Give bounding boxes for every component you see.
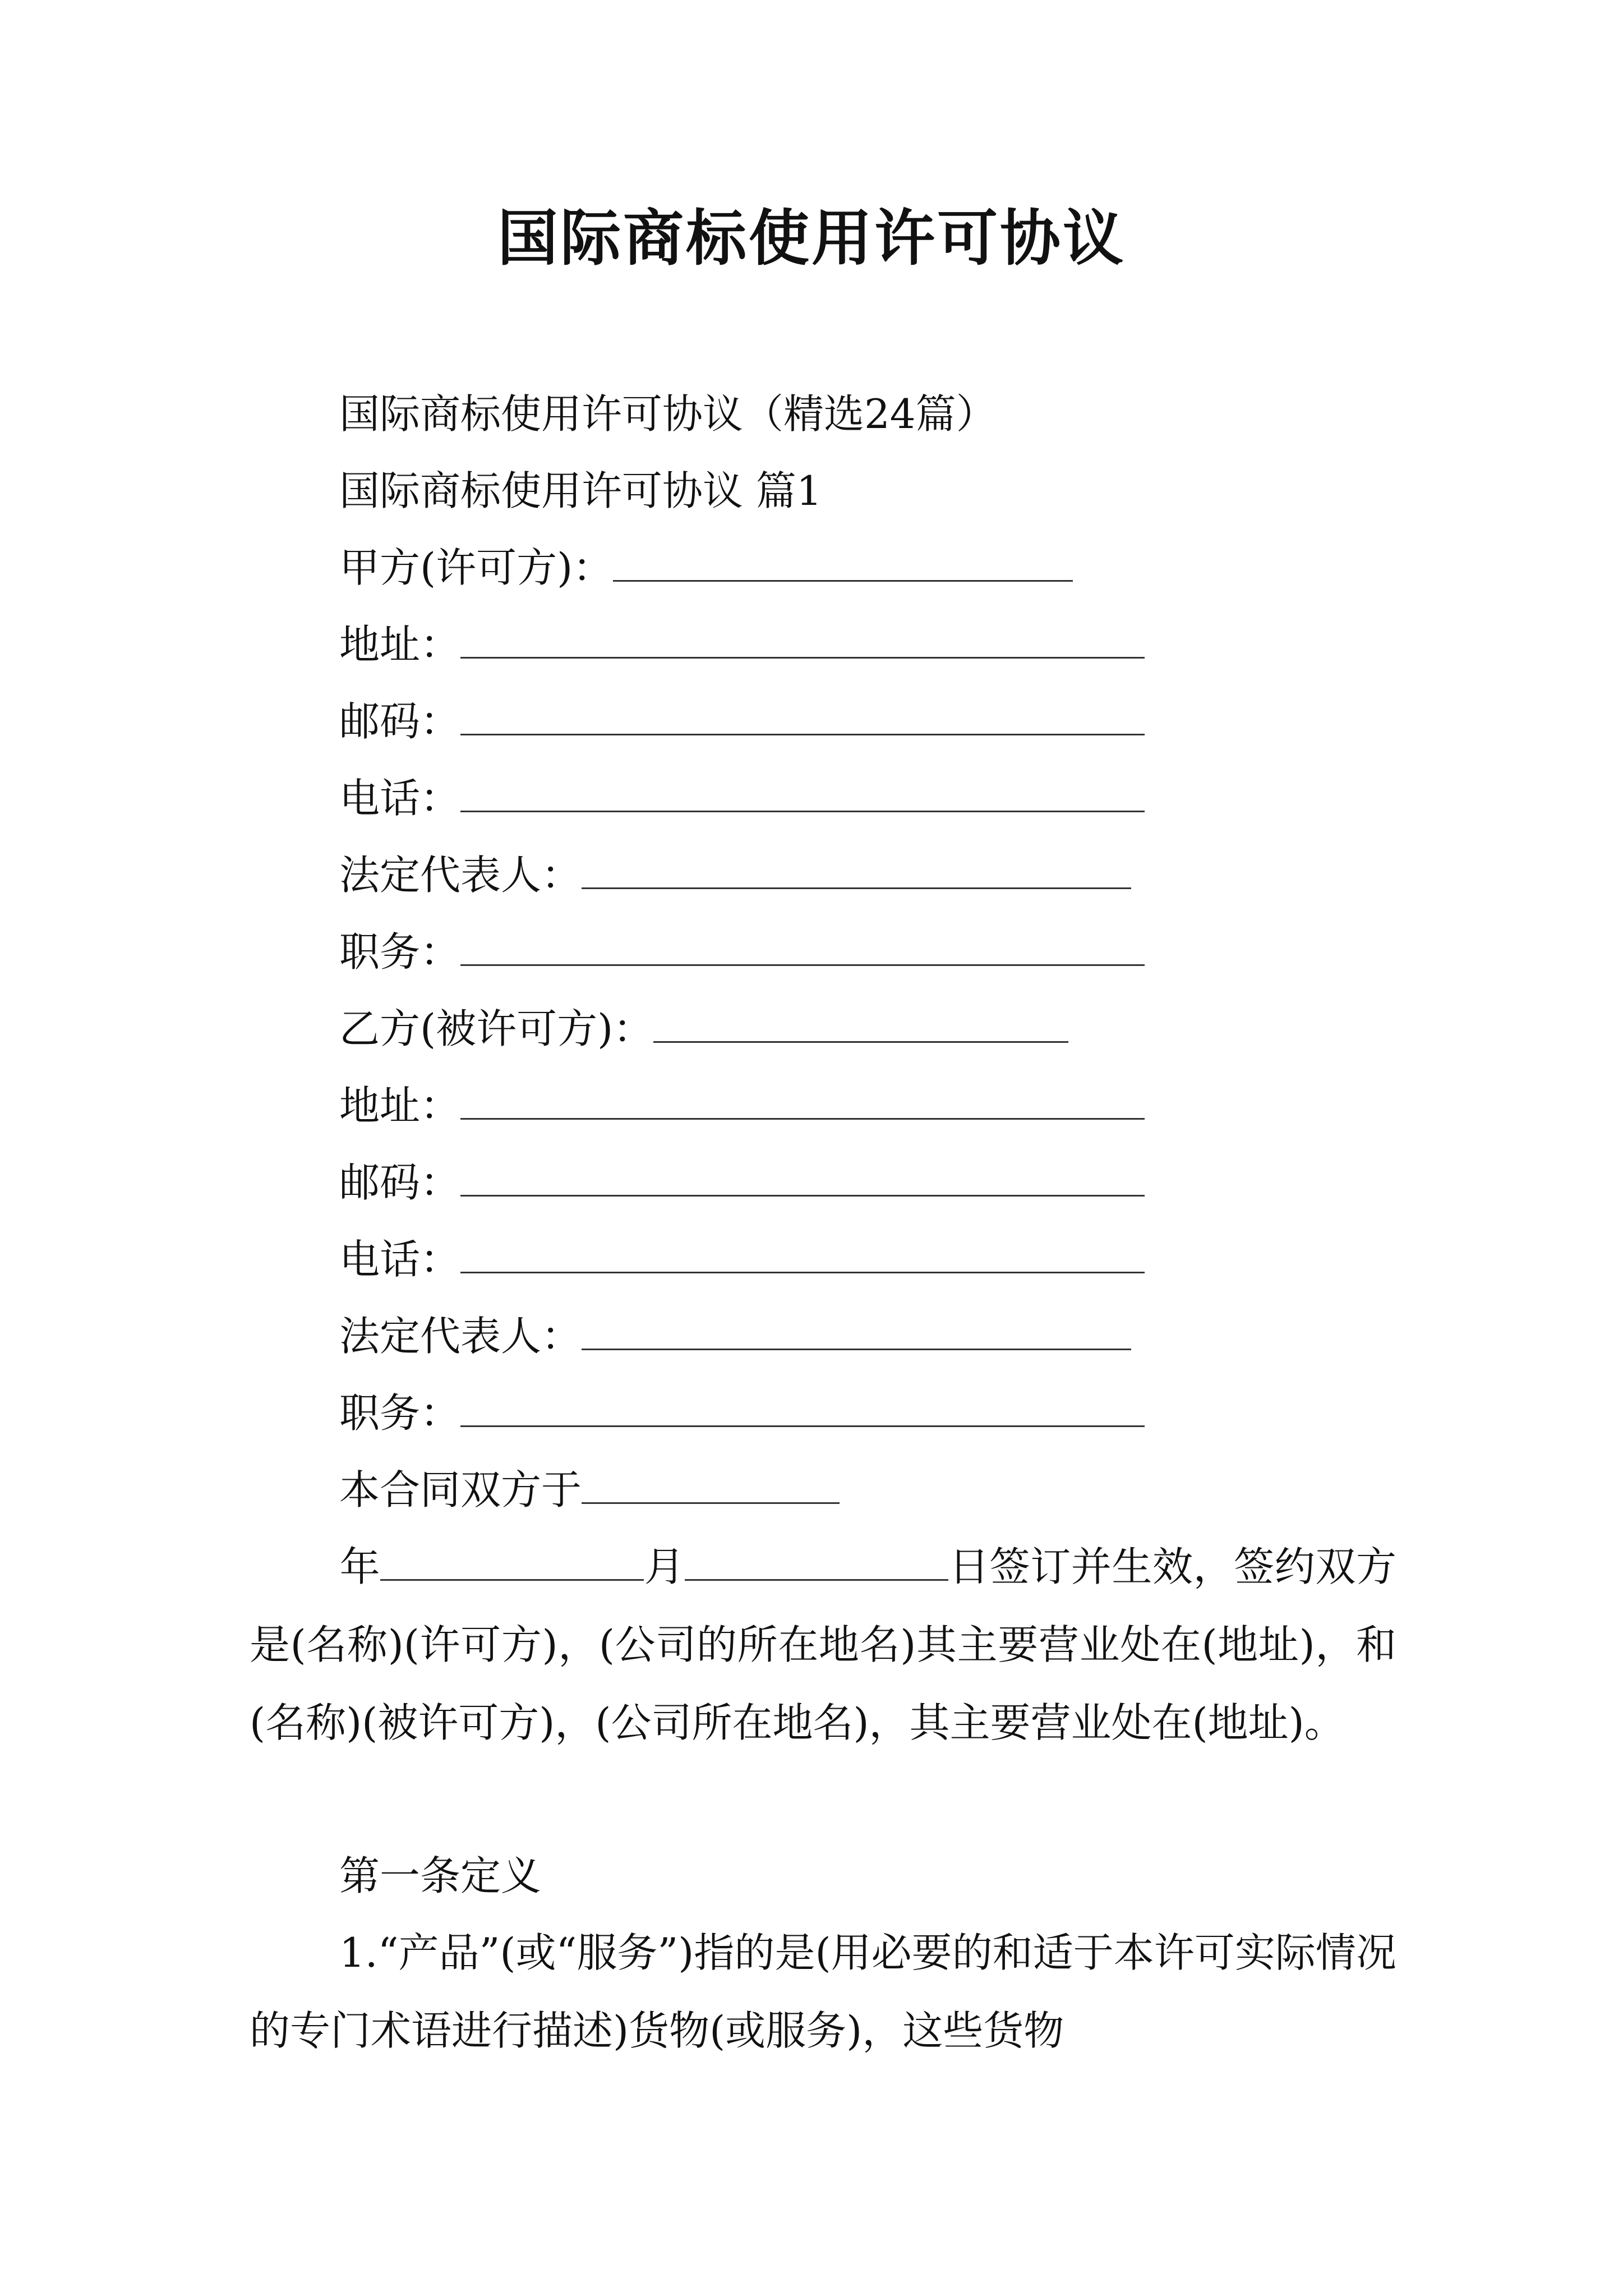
party-a-postcode-label: 邮码： <box>339 698 461 745</box>
party-a-row <box>339 541 1073 595</box>
party-a-address-row <box>339 618 1145 671</box>
party-a-phone-row <box>339 771 1145 825</box>
date-month-text: 月 <box>644 1543 685 1590</box>
party-b-position-row <box>339 1386 1145 1440</box>
party-b-legal-rep-blank[interactable] <box>582 1314 1131 1350</box>
party-b-address-blank[interactable] <box>460 1083 1145 1120</box>
party-a-name-blank[interactable] <box>613 545 1073 582</box>
date-month-blank[interactable] <box>685 1544 948 1581</box>
party-b-legal-rep-label: 法定代表人： <box>339 1313 582 1360</box>
party-a-position-label: 职务： <box>339 928 461 976</box>
clause-one-paragraph <box>250 1914 1396 2070</box>
party-b-position-blank[interactable] <box>460 1391 1145 1427</box>
party-b-label: 乙方(被许可方)： <box>339 1005 654 1052</box>
party-a-position-blank[interactable] <box>460 930 1145 966</box>
party-b-phone-row <box>339 1232 1145 1286</box>
party-b-postcode-label: 邮码： <box>339 1159 461 1206</box>
party-b-postcode-blank[interactable] <box>460 1160 1145 1197</box>
party-b-phone-label: 电话： <box>339 1236 461 1283</box>
party-b-phone-blank[interactable] <box>460 1237 1145 1273</box>
party-a-address-blank[interactable] <box>460 622 1145 659</box>
document-subtitle: 国际商标使用许可协议（精选24篇） <box>339 390 997 438</box>
party-a-postcode-row <box>339 694 1145 748</box>
date-rest-text: 日签订并生效，签约双方是(名称)(许可方)，(公司的所在地名)其主要营业处在(地址)，和(名称)(被许可方)，(公司所在地名)，其主要营业处在(地址)。 <box>250 1543 1396 1746</box>
party-a-legal-rep-label: 法定代表人： <box>339 852 582 899</box>
party-b-name-blank[interactable] <box>653 1006 1068 1043</box>
party-a-phone-blank[interactable] <box>460 776 1145 812</box>
document-title: 国际商标使用许可协议 <box>497 203 1126 274</box>
party-a-label: 甲方(许可方)： <box>339 544 614 591</box>
party-b-postcode-row <box>339 1156 1145 1209</box>
party-b-address-label: 地址： <box>339 1082 461 1129</box>
party-b-address-row <box>339 1079 1145 1133</box>
article-one-heading: 第一条定义 <box>339 1852 542 1899</box>
party-a-address-label: 地址： <box>339 621 461 668</box>
contract-intro-row <box>339 1463 840 1517</box>
party-a-legal-rep-blank[interactable] <box>582 853 1131 889</box>
contract-intro-text: 本合同双方于 <box>339 1466 582 1513</box>
party-a-legal-rep-row <box>339 848 1131 902</box>
date-year-text: 年 <box>339 1543 381 1590</box>
contract-date-day-blank[interactable] <box>582 1467 840 1504</box>
party-a-postcode-blank[interactable] <box>460 699 1145 735</box>
date-year-blank[interactable] <box>380 1544 644 1581</box>
party-b-position-label: 职务： <box>339 1389 461 1437</box>
clause-one-text: 1.“产品”(或“服务”)指的是(用必要的和适于本许可实际情况的专门术语进行描述)货物(或服务)，这些货物 <box>250 1929 1396 2054</box>
party-a-position-row <box>339 925 1145 979</box>
party-a-phone-label: 电话： <box>339 775 461 822</box>
party-b-row <box>339 1002 1068 1056</box>
party-b-legal-rep-row <box>339 1309 1131 1363</box>
contract-date-paragraph <box>250 1528 1396 1762</box>
section-heading: 国际商标使用许可协议 篇1 <box>339 467 822 514</box>
